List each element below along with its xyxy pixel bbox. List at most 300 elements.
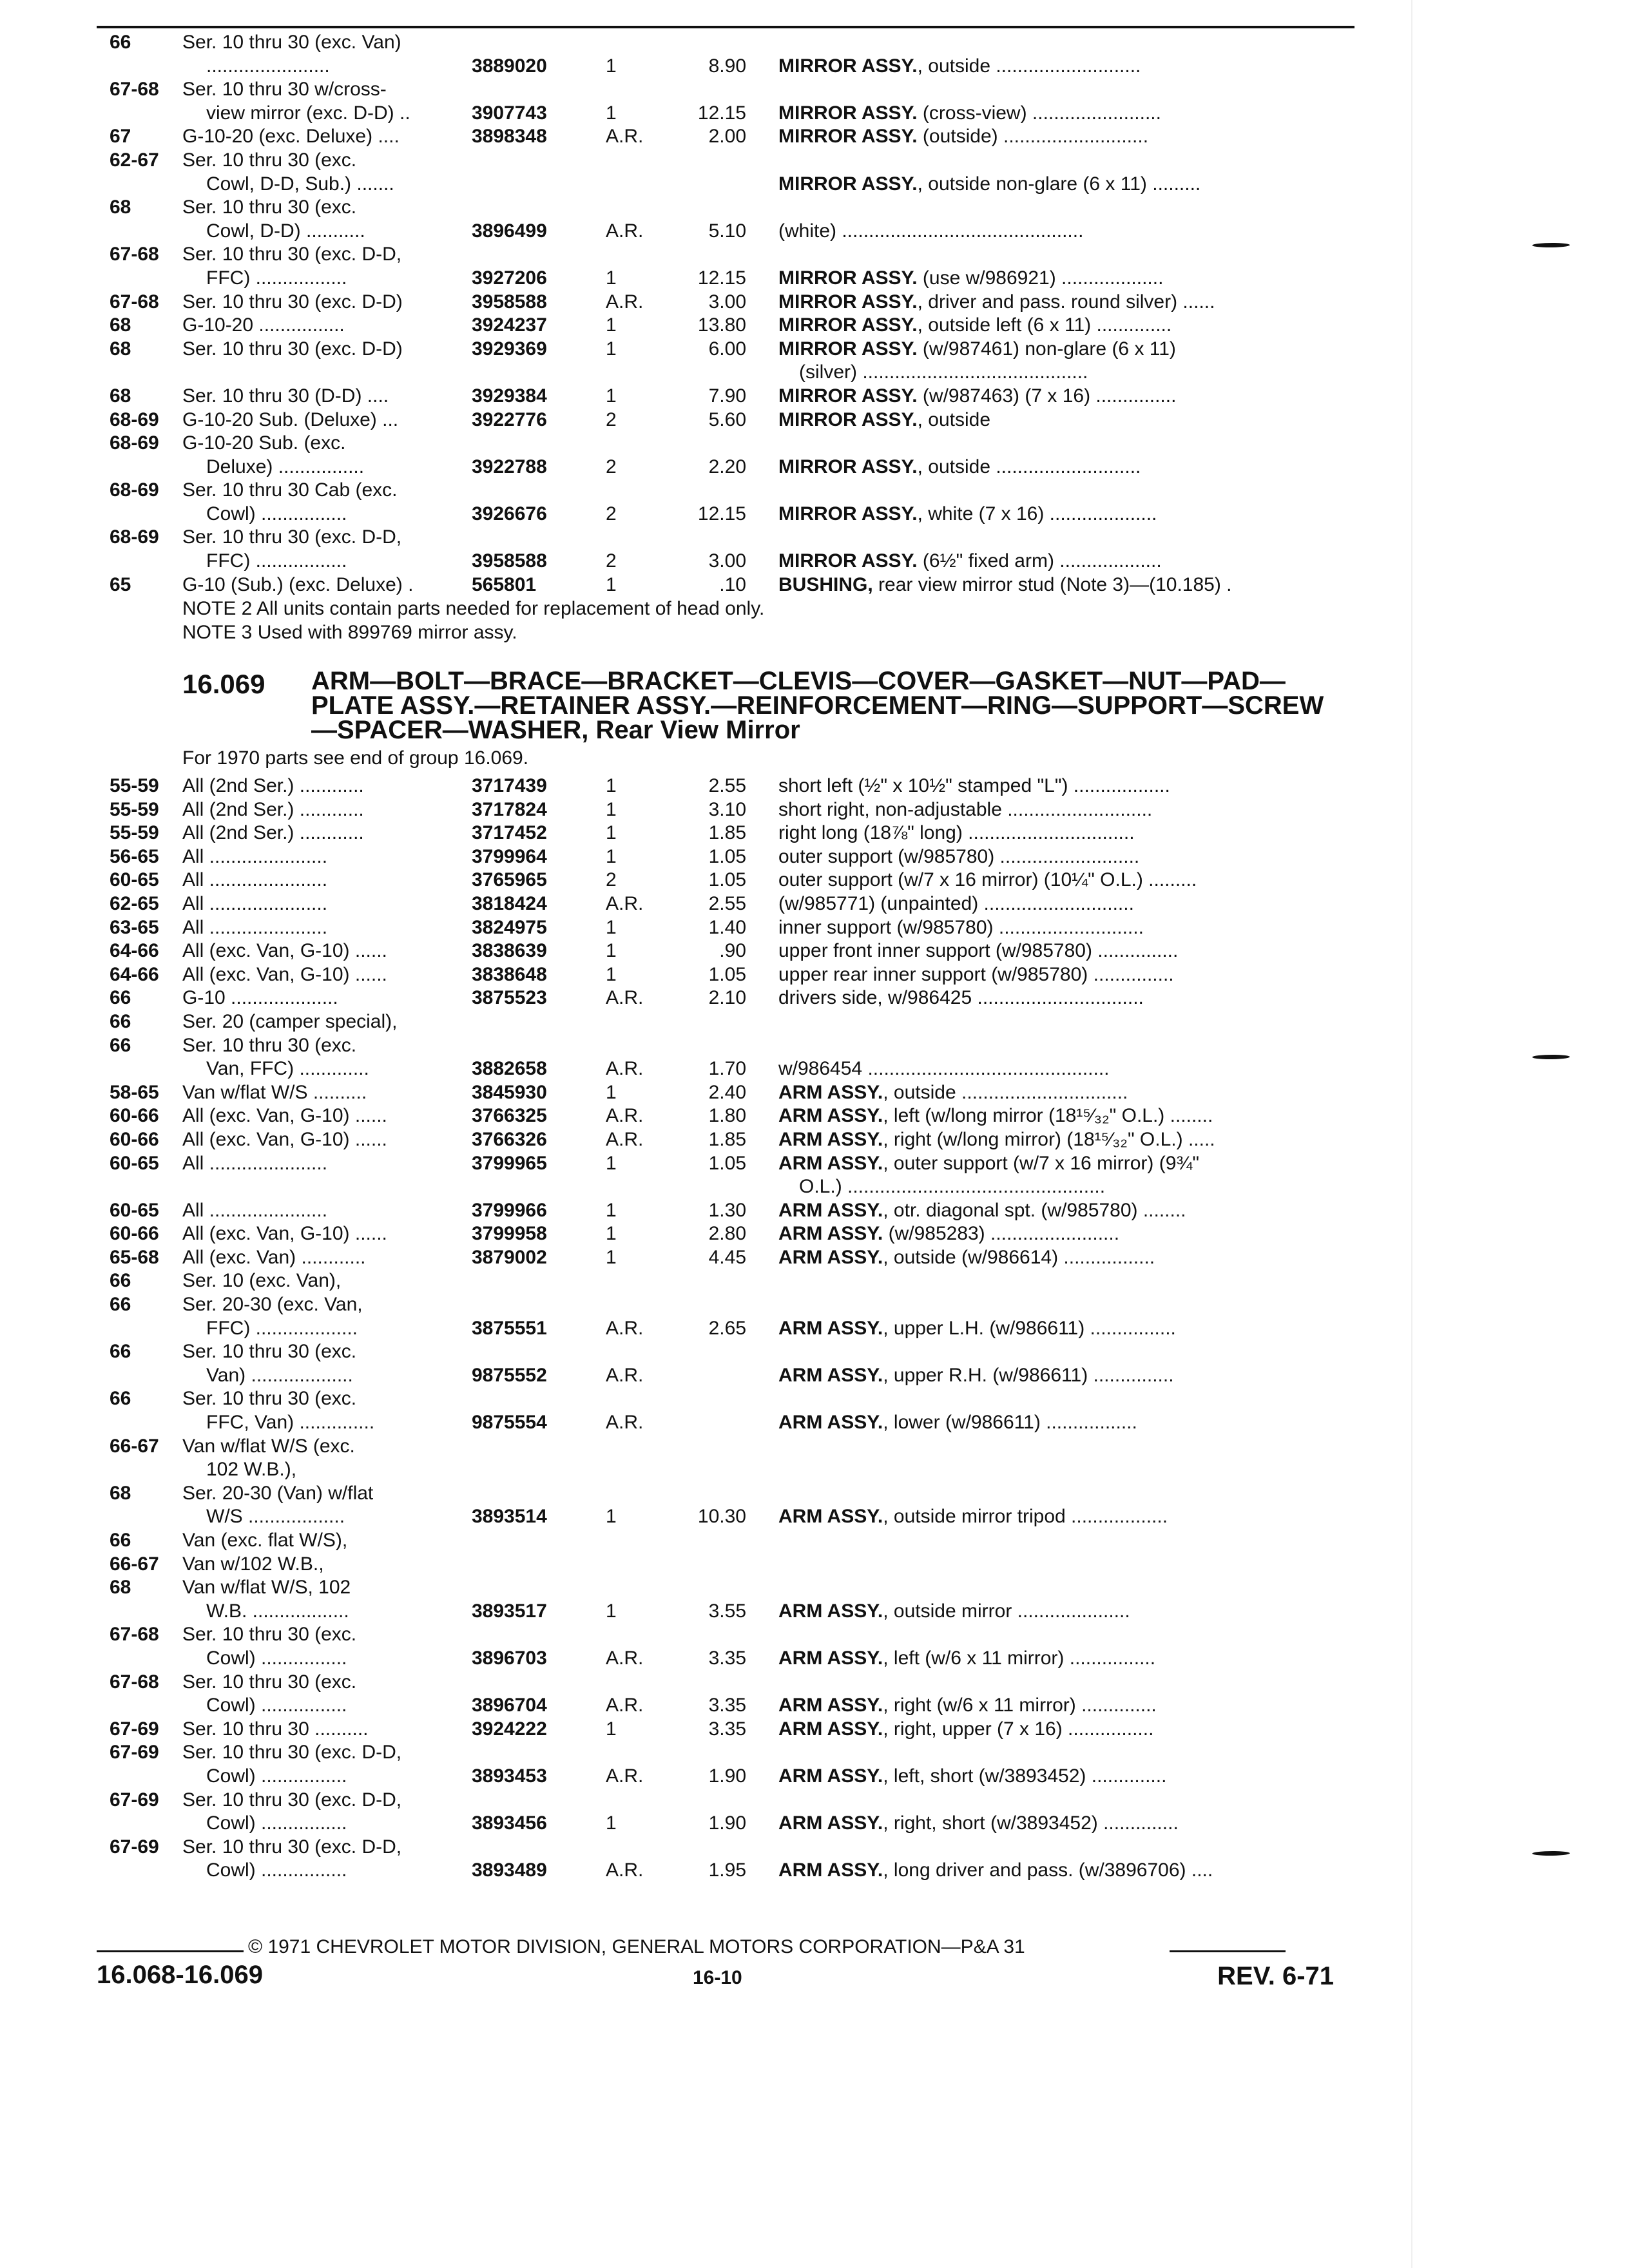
part-number-cell: 565801 — [472, 573, 537, 595]
part-name-bold: ARM ASSY. — [778, 1128, 883, 1150]
table-row — [0, 125, 1629, 149]
part-name-cell — [778, 1317, 1345, 1341]
model-cell: All (exc. Van, G-10) ...... — [182, 1105, 387, 1127]
part-name-bold: ARM ASSY. — [778, 1506, 883, 1528]
part-name-cell — [778, 1765, 1345, 1789]
year-cell: 67-69 — [110, 1789, 159, 1811]
table-row — [0, 963, 1629, 987]
part-name-cell — [778, 1057, 1345, 1081]
table-row — [0, 1859, 1629, 1883]
year-cell: 68 — [110, 197, 131, 218]
price-cell: 2.65 — [708, 1317, 746, 1339]
year-cell: 60-66 — [110, 1128, 159, 1150]
part-name-cell — [778, 55, 1345, 79]
price-cell: 3.35 — [708, 1647, 746, 1669]
part-number-cell: 3896704 — [472, 1695, 547, 1716]
part-name-bold: ARM ASSY. — [778, 1718, 883, 1740]
price-cell: 1.80 — [708, 1105, 746, 1127]
part-name-detail: (6½" fixed arm) ................... — [917, 550, 1162, 572]
part-number-cell: 3893517 — [472, 1600, 547, 1622]
model-cell: Ser. 20-30 (Van) w/flat — [182, 1482, 374, 1504]
part-number-cell: 3922788 — [472, 456, 547, 477]
part-name-bold: MIRROR ASSY. — [778, 291, 918, 312]
part-number-cell: 3929384 — [472, 385, 547, 407]
table-row — [0, 1435, 1629, 1459]
part-name-cell — [778, 550, 1345, 573]
part-name-cell — [778, 1152, 1345, 1176]
part-name-bold: ARM ASSY. — [778, 1765, 883, 1787]
table-row — [0, 408, 1629, 432]
price-cell: 8.90 — [708, 55, 746, 77]
table-row — [0, 1647, 1629, 1671]
part-number-cell: 3875551 — [472, 1317, 547, 1339]
part-number-cell: 3766325 — [472, 1105, 547, 1127]
part-name-detail: , outside (w/986614) ................. — [883, 1246, 1155, 1268]
year-cell: 60-65 — [110, 869, 159, 891]
year-cell: 60-65 — [110, 1199, 159, 1221]
year-cell: 68 — [110, 385, 131, 407]
part-name-detail: , left (w/long mirror (18¹⁵⁄₃₂" O.L.) ........ — [883, 1105, 1213, 1127]
part-number-cell: 3929369 — [472, 338, 547, 360]
quantity-cell: 1 — [606, 916, 617, 938]
part-number-cell: 3896499 — [472, 220, 547, 242]
price-cell: 12.15 — [697, 102, 746, 124]
price-cell: 1.70 — [708, 1058, 746, 1080]
part-number-cell: 3882658 — [472, 1058, 547, 1080]
part-name-detail: , outside — [917, 408, 991, 430]
model-cell: Ser. 20 (camper special), — [182, 1010, 398, 1032]
footer-rule-left — [97, 1950, 244, 1952]
part-number-cell: 3799964 — [472, 845, 547, 867]
table-row — [0, 291, 1629, 314]
part-number-cell: 3896703 — [472, 1647, 547, 1669]
part-number-cell: 3838639 — [472, 940, 547, 962]
year-cell: 68 — [110, 314, 131, 336]
part-name-cell — [778, 338, 1345, 361]
part-name-cell — [778, 892, 1345, 916]
quantity-cell: A.R. — [606, 1317, 644, 1339]
price-cell: 5.60 — [708, 408, 746, 430]
part-name-bold: ARM ASSY. — [778, 1223, 883, 1245]
price-cell: 1.85 — [708, 1128, 746, 1150]
table-row — [0, 1789, 1629, 1812]
part-name-cell — [778, 503, 1345, 526]
year-cell: 67-68 — [110, 291, 159, 312]
table-row — [0, 939, 1629, 963]
price-cell: 2.80 — [708, 1223, 746, 1245]
table-row — [0, 1458, 1629, 1482]
part-number-cell: 9875554 — [472, 1412, 547, 1434]
part-number-cell: 3924222 — [472, 1718, 547, 1740]
part-name-detail: w/986454 ............................................. — [778, 1058, 1110, 1080]
table-row — [0, 869, 1629, 892]
table-row — [0, 1600, 1629, 1624]
part-name-bold: ARM ASSY. — [778, 1695, 883, 1716]
part-number-cell: 3893514 — [472, 1506, 547, 1528]
part-number-cell: 3926676 — [472, 503, 547, 524]
model-cell: Cowl, D-D) ........... — [206, 220, 365, 242]
quantity-cell: 1 — [606, 1812, 617, 1834]
part-name-detail: (cross-view) ........................ — [917, 102, 1161, 124]
table-row — [0, 1293, 1629, 1317]
model-cell: Van w/flat W/S, 102 — [182, 1577, 351, 1599]
table-row — [0, 1034, 1629, 1058]
part-name-bold: MIRROR ASSY. — [778, 385, 918, 407]
part-name-detail: , outer support (w/7 x 16 mirror) (9¾" — [883, 1152, 1200, 1174]
model-cell: Ser. 10 thru 30 (exc. — [182, 1388, 357, 1410]
table-row — [0, 1364, 1629, 1388]
price-cell: 12.15 — [697, 267, 746, 289]
quantity-cell: 1 — [606, 1223, 617, 1245]
table-row — [0, 385, 1629, 408]
part-number-cell: 3898348 — [472, 126, 547, 148]
part-name-cell — [778, 1600, 1345, 1624]
table-row — [0, 1836, 1629, 1860]
model-cell: FFC, Van) .............. — [206, 1412, 375, 1434]
part-name-detail: (use w/986921) ................... — [917, 267, 1164, 289]
model-cell: FFC) ................. — [206, 267, 347, 289]
price-cell: 7.90 — [708, 385, 746, 407]
part-name-cell — [778, 916, 1345, 940]
part-name-cell — [778, 1081, 1345, 1105]
part-name-cell — [778, 1505, 1345, 1529]
table-row — [0, 1199, 1629, 1223]
price-cell: 1.95 — [708, 1860, 746, 1881]
part-number-cell: 3927206 — [472, 267, 547, 289]
footer-copyright: © 1971 CHEVROLET MOTOR DIVISION, GENERAL MOTORS CORPORATION—P&A 31 — [248, 1936, 1025, 1957]
price-cell: 12.15 — [697, 503, 746, 524]
part-name-cell — [778, 1694, 1345, 1718]
year-cell: 68 — [110, 1577, 131, 1599]
part-name-cell — [778, 1222, 1345, 1246]
model-cell: Ser. 10 thru 30 (exc. Van) — [182, 32, 401, 53]
part-name-cell — [778, 963, 1345, 987]
part-name-cell — [778, 314, 1345, 338]
table-row — [0, 986, 1629, 1010]
model-cell: Ser. 10 thru 30 (exc. D-D, — [182, 1836, 402, 1858]
quantity-cell: A.R. — [606, 1647, 644, 1669]
year-cell: 68-69 — [110, 432, 159, 454]
table-row — [0, 1057, 1629, 1081]
model-cell: Cowl) ................ — [206, 1695, 347, 1716]
part-name-cell — [778, 1128, 1345, 1152]
part-number-cell: 3889020 — [472, 55, 547, 77]
year-cell: 68-69 — [110, 408, 159, 430]
year-cell: 67-68 — [110, 1671, 159, 1693]
price-cell: 6.00 — [708, 338, 746, 360]
model-cell: Cowl) ................ — [206, 1860, 347, 1881]
quantity-cell: 1 — [606, 102, 617, 124]
top-rule — [97, 26, 1354, 28]
part-name-detail: outer support (w/7 x 16 mirror) (10¼" O.L.) ......... — [778, 869, 1197, 891]
quantity-cell: 1 — [606, 267, 617, 289]
table-row — [0, 1553, 1629, 1577]
part-name-cell — [778, 774, 1345, 798]
part-name-cell — [778, 1246, 1345, 1270]
quantity-cell: 1 — [606, 1506, 617, 1528]
model-cell: All (2nd Ser.) ............ — [182, 798, 364, 820]
part-number-cell: 3907743 — [472, 102, 547, 124]
part-number-cell: 3838648 — [472, 963, 547, 985]
quantity-cell: A.R. — [606, 1765, 644, 1787]
part-name-detail: rear view mirror stud (Note 3)—(10.185) . — [872, 573, 1232, 595]
model-cell: Cowl, D-D, Sub.) ....... — [206, 173, 394, 195]
part-name-detail: drivers side, w/986425 ............................... — [778, 987, 1144, 1009]
model-cell: Ser. 10 thru 30 (exc. D-D, — [182, 1789, 402, 1811]
quantity-cell: 1 — [606, 963, 617, 985]
model-cell: W.B. .................. — [206, 1600, 349, 1622]
footer-revision: REV. 6-71 — [1217, 1962, 1334, 1990]
model-cell: Ser. 10 (exc. Van), — [182, 1270, 342, 1292]
table-row — [0, 526, 1629, 550]
model-cell: All ...................... — [182, 892, 328, 914]
year-cell: 65-68 — [110, 1246, 159, 1268]
model-cell: Van w/102 W.B., — [182, 1553, 324, 1575]
price-cell: 2.55 — [708, 892, 746, 914]
model-cell: Ser. 10 thru 30 (exc. D-D, — [182, 1742, 402, 1763]
year-cell: 63-65 — [110, 916, 159, 938]
year-cell: 62-65 — [110, 892, 159, 914]
part-number-cell: 3875523 — [472, 987, 547, 1009]
part-name-cell — [778, 1199, 1345, 1223]
year-cell: 66 — [110, 1034, 131, 1056]
quantity-cell: 1 — [606, 1246, 617, 1268]
note-2: NOTE 2 All units contain parts needed for replacement of head only. — [182, 598, 765, 619]
part-name-detail: , outside mirror ..................... — [883, 1600, 1130, 1622]
table-row — [0, 798, 1629, 822]
table-row — [0, 1718, 1629, 1742]
part-name-detail: O.L.) ................................................ — [799, 1176, 1106, 1198]
price-cell: 2.55 — [708, 775, 746, 796]
model-cell: Ser. 10 thru 30 (D-D) .... — [182, 385, 389, 407]
part-name-cell — [778, 173, 1345, 197]
model-cell: Van w/flat W/S (exc. — [182, 1435, 355, 1457]
table-row — [0, 1411, 1629, 1435]
model-cell: Ser. 10 thru 30 (exc. — [182, 1341, 357, 1363]
model-cell: G-10-20 Sub. (Deluxe) ... — [182, 408, 399, 430]
model-cell: All (exc. Van) ............ — [182, 1246, 366, 1268]
part-name-detail: , outside ........................... — [917, 55, 1141, 77]
footer-group-range: 16.068-16.069 — [97, 1961, 264, 1989]
part-name-bold: MIRROR ASSY. — [778, 55, 918, 77]
year-cell: 67-69 — [110, 1742, 159, 1763]
part-name-detail: , left, short (w/3893452) .............. — [883, 1765, 1167, 1787]
table-row — [0, 1081, 1629, 1105]
part-name-cell — [778, 845, 1345, 869]
table-row — [0, 1482, 1629, 1506]
year-cell: 55-59 — [110, 798, 159, 820]
year-cell: 55-59 — [110, 822, 159, 844]
part-number-cell: 3958588 — [472, 291, 547, 312]
quantity-cell: A.R. — [606, 1058, 644, 1080]
year-cell: 58-65 — [110, 1081, 159, 1103]
part-number-cell: 3824975 — [472, 916, 547, 938]
model-cell: All ...................... — [182, 1199, 328, 1221]
table-row — [0, 314, 1629, 338]
model-cell: Ser. 10 thru 30 .......... — [182, 1718, 369, 1740]
quantity-cell: 1 — [606, 1600, 617, 1622]
model-cell: G-10-20 Sub. (exc. — [182, 432, 346, 454]
part-name-bold: ARM ASSY. — [778, 1152, 883, 1174]
table-row — [0, 845, 1629, 869]
part-number-cell: 3717452 — [472, 822, 547, 844]
table-row — [0, 1623, 1629, 1647]
part-name-detail: short left (½" x 10½" stamped "L") .................. — [778, 775, 1170, 796]
price-cell: 3.10 — [708, 798, 746, 820]
footer-page-number: 16-10 — [693, 1967, 742, 1988]
price-cell: 3.55 — [708, 1600, 746, 1622]
quantity-cell: 1 — [606, 573, 617, 595]
year-cell: 62-67 — [110, 149, 159, 171]
part-name-bold: MIRROR ASSY. — [778, 314, 918, 336]
model-cell: All ...................... — [182, 1152, 328, 1174]
part-number-cell: 3958588 — [472, 550, 547, 572]
table-row — [0, 892, 1629, 916]
price-cell: 2.00 — [708, 126, 746, 148]
part-name-detail: , otr. diagonal spt. (w/985780) ........ — [883, 1199, 1186, 1221]
part-name-cell — [778, 869, 1345, 892]
year-cell: 68 — [110, 1482, 131, 1504]
part-name-bold: MIRROR ASSY. — [778, 503, 918, 524]
table-row — [0, 432, 1629, 456]
price-cell: .10 — [719, 573, 746, 595]
year-cell: 66 — [110, 987, 131, 1009]
table-row — [0, 1104, 1629, 1128]
part-number-cell: 3845930 — [472, 1081, 547, 1103]
quantity-cell: A.R. — [606, 987, 644, 1009]
part-name-cell — [778, 798, 1345, 822]
year-cell: 64-66 — [110, 940, 159, 962]
model-cell: Cowl) ................ — [206, 1765, 347, 1787]
model-cell: FFC) ................... — [206, 1317, 358, 1339]
model-cell: All ...................... — [182, 869, 328, 891]
mirror-assy-table — [0, 31, 1629, 597]
model-cell: Ser. 20-30 (exc. Van, — [182, 1294, 363, 1316]
quantity-cell: A.R. — [606, 1860, 644, 1881]
model-cell: Ser. 10 thru 30 Cab (exc. — [182, 479, 398, 501]
part-name-cell — [778, 125, 1345, 149]
model-cell: Van) ................... — [206, 1364, 353, 1386]
part-name-cell — [778, 1364, 1345, 1388]
table-row — [0, 1387, 1629, 1411]
price-cell: 1.30 — [708, 1199, 746, 1221]
table-row — [0, 550, 1629, 573]
part-name-bold: BUSHING, — [778, 573, 873, 595]
table-row — [0, 916, 1629, 940]
year-cell: 68-69 — [110, 479, 159, 501]
table-row — [0, 774, 1629, 798]
table-row — [0, 55, 1629, 79]
model-cell: All (2nd Ser.) ............ — [182, 822, 364, 844]
table-row — [0, 1246, 1629, 1270]
table-row — [0, 102, 1629, 126]
year-cell: 66 — [110, 1270, 131, 1292]
part-name-detail: outer support (w/985780) .......................... — [778, 845, 1140, 867]
year-cell: 66 — [110, 1341, 131, 1363]
part-name-detail: , lower (w/986611) ................. — [883, 1412, 1137, 1434]
year-cell: 66 — [110, 1530, 131, 1551]
quantity-cell: A.R. — [606, 1128, 644, 1150]
price-cell: 1.05 — [708, 869, 746, 891]
part-name-bold: ARM ASSY. — [778, 1412, 883, 1434]
table-row — [0, 361, 1629, 385]
part-name-cell — [778, 408, 1345, 432]
part-name-cell — [799, 361, 1366, 385]
model-cell: Ser. 10 thru 30 w/cross- — [182, 79, 387, 101]
model-cell: Ser. 10 thru 30 (exc. D-D, — [182, 244, 402, 265]
part-name-detail: , left (w/6 x 11 mirror) ................ — [883, 1647, 1156, 1669]
table-row — [0, 1529, 1629, 1553]
year-cell: 67-69 — [110, 1718, 159, 1740]
quantity-cell: 2 — [606, 550, 617, 572]
price-cell: .90 — [719, 940, 746, 962]
part-name-cell — [778, 1859, 1345, 1883]
quantity-cell: A.R. — [606, 220, 644, 242]
price-cell: 1.05 — [708, 963, 746, 985]
table-row — [0, 1340, 1629, 1364]
model-cell: Ser. 10 thru 30 (exc. D-D) — [182, 291, 403, 312]
part-name-bold: ARM ASSY. — [778, 1246, 883, 1268]
part-number-cell: 3879002 — [472, 1246, 547, 1268]
part-name-cell — [778, 291, 1345, 314]
year-cell: 66-67 — [110, 1553, 159, 1575]
part-name-detail: , outside ........................... — [917, 456, 1141, 477]
table-row — [0, 573, 1629, 597]
table-row — [0, 479, 1629, 503]
model-cell: G-10-20 (exc. Deluxe) .... — [182, 126, 400, 148]
part-name-bold: MIRROR ASSY. — [778, 173, 918, 195]
quantity-cell: 1 — [606, 1718, 617, 1740]
quantity-cell: 1 — [606, 1199, 617, 1221]
part-number-cell: 3818424 — [472, 892, 547, 914]
part-number-cell: 3717439 — [472, 775, 547, 796]
year-cell: 60-66 — [110, 1105, 159, 1127]
model-cell: All (exc. Van, G-10) ...... — [182, 963, 387, 985]
year-cell: 66 — [110, 32, 131, 53]
part-number-cell: 3922776 — [472, 408, 547, 430]
part-name-bold: ARM ASSY. — [778, 1812, 883, 1834]
model-cell: Ser. 10 thru 30 (exc. — [182, 1034, 357, 1056]
quantity-cell: 1 — [606, 55, 617, 77]
model-cell: All ...................... — [182, 845, 328, 867]
model-cell: Cowl) ................ — [206, 1812, 347, 1834]
part-name-detail: , outside non-glare (6 x 11) ......... — [917, 173, 1201, 195]
part-name-detail: (w/985283) ........................ — [883, 1223, 1120, 1245]
price-cell: 3.35 — [708, 1695, 746, 1716]
part-name-bold: ARM ASSY. — [778, 1317, 883, 1339]
part-name-detail: , right (w/6 x 11 mirror) .............. — [883, 1695, 1157, 1716]
part-name-detail: (w/987461) non-glare (6 x 11) — [917, 338, 1176, 360]
part-name-detail: , driver and pass. round silver) ...... — [917, 291, 1215, 312]
price-cell: 10.30 — [697, 1506, 746, 1528]
year-cell: 66 — [110, 1294, 131, 1316]
price-cell: 1.05 — [708, 1152, 746, 1174]
model-cell: ....................... — [206, 55, 330, 77]
table-row — [0, 1175, 1629, 1199]
section-note: For 1970 parts see end of group 16.069. — [182, 747, 529, 769]
table-row — [0, 822, 1629, 845]
price-cell: 1.05 — [708, 845, 746, 867]
quantity-cell: 1 — [606, 1081, 617, 1103]
part-name-bold: ARM ASSY. — [778, 1647, 883, 1669]
quantity-cell: 1 — [606, 845, 617, 867]
model-cell: Ser. 10 thru 30 (exc. — [182, 1624, 357, 1646]
price-cell: 1.90 — [708, 1812, 746, 1834]
table-row — [0, 1505, 1629, 1529]
model-cell: All (2nd Ser.) ............ — [182, 775, 364, 796]
price-cell: 13.80 — [697, 314, 746, 336]
table-row — [0, 267, 1629, 291]
